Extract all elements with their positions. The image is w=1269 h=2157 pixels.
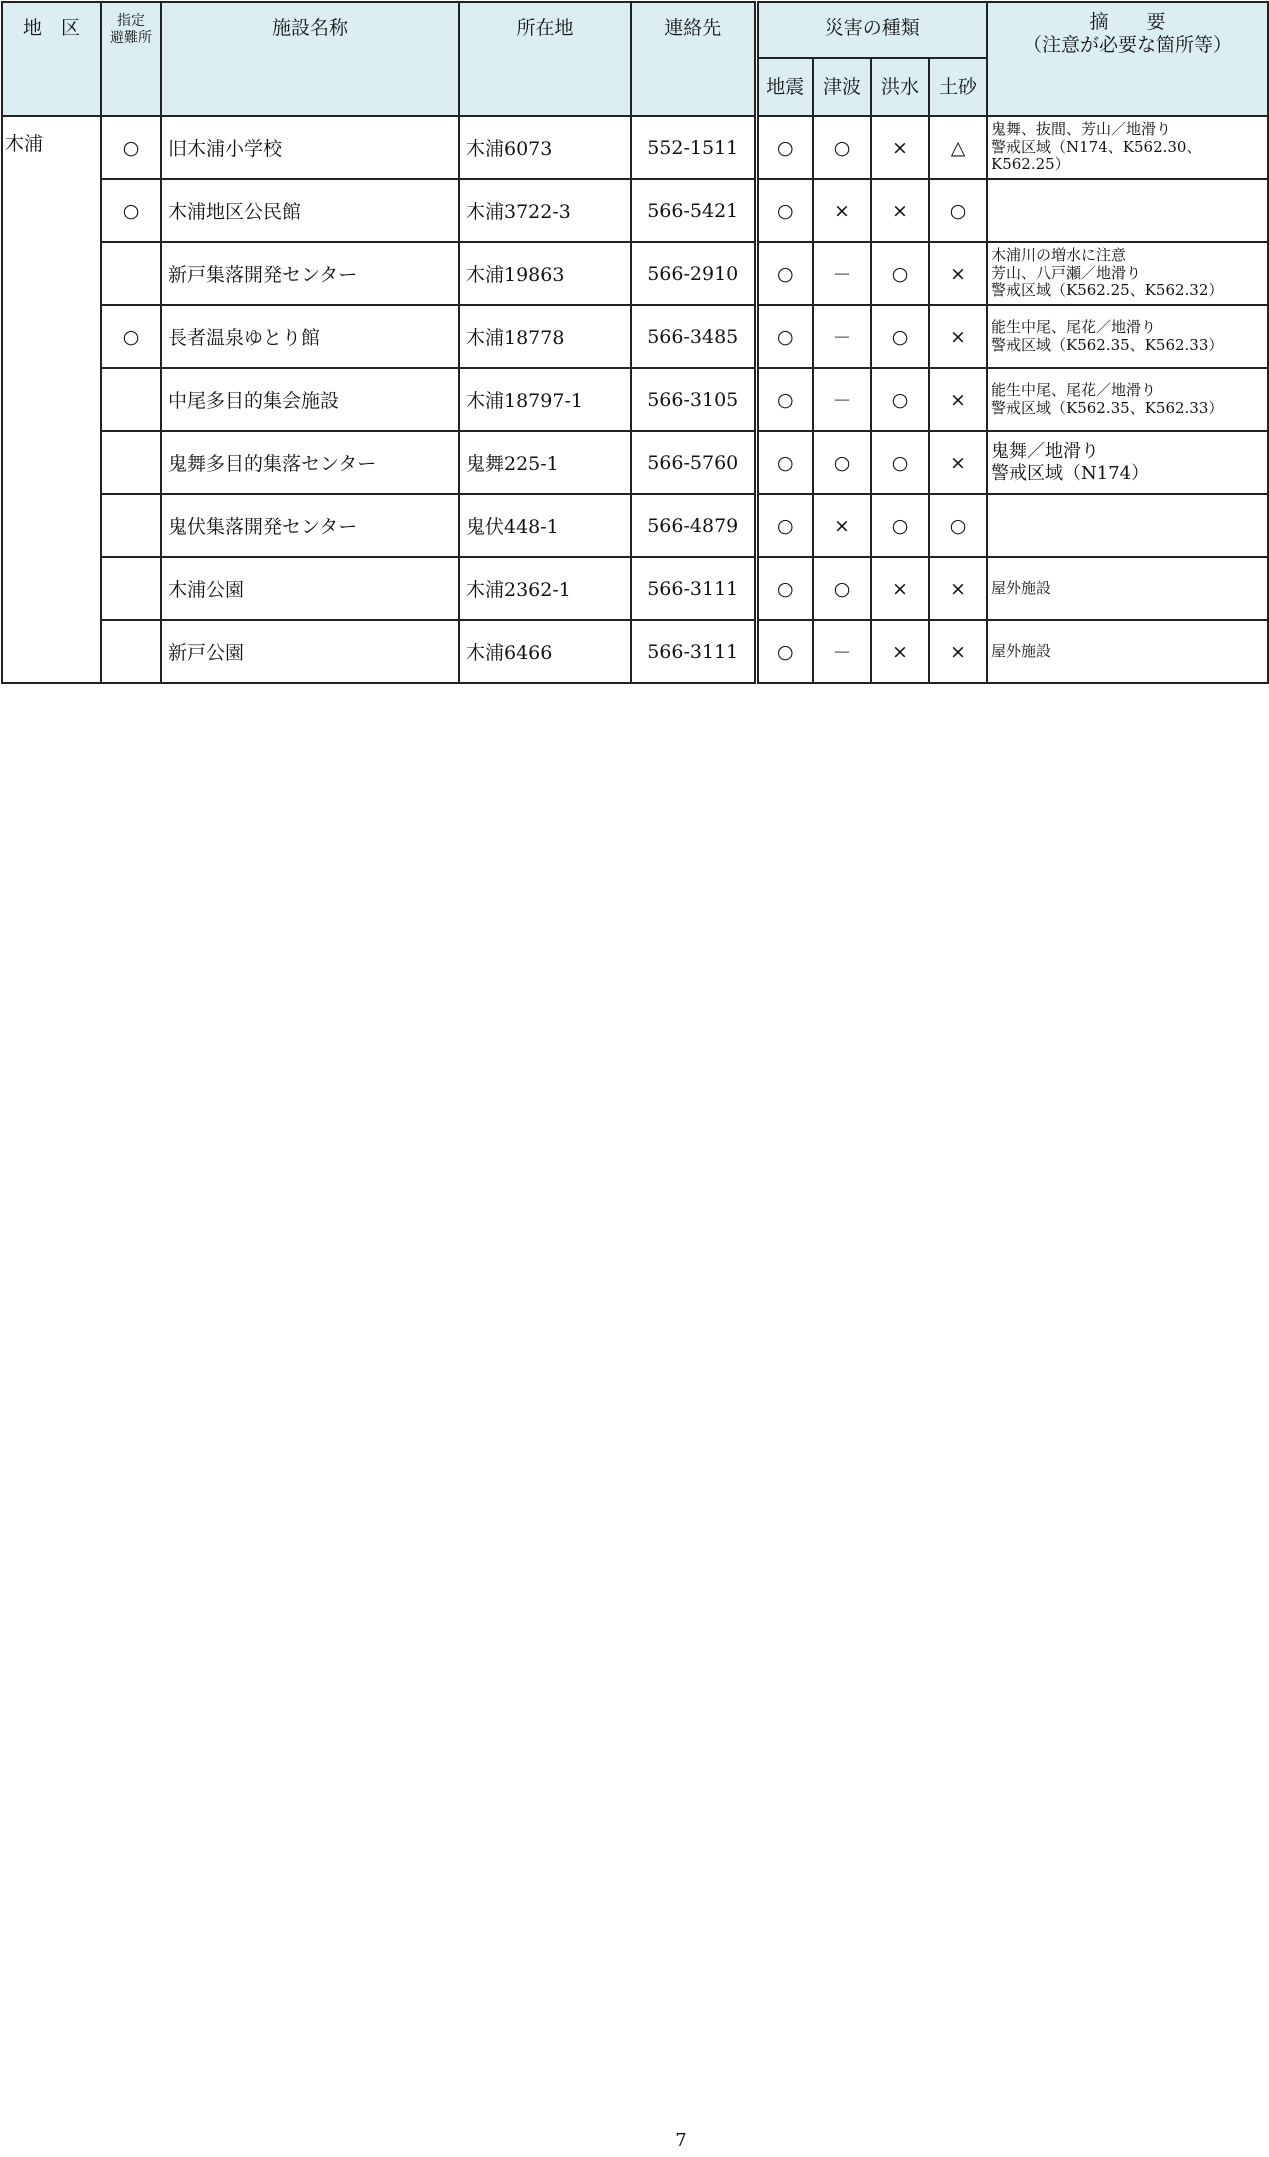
facility-address: 木浦6466: [459, 620, 631, 683]
notes-header-line1: 摘 要: [1089, 11, 1166, 33]
table-row: [2, 179, 1268, 242]
earthquake-mark: ○: [756, 431, 813, 494]
facility-name: 長者温泉ゆとり館: [161, 305, 459, 368]
notes-cell: [987, 179, 1268, 242]
tsunami-mark: ○: [813, 431, 871, 494]
landslide-mark: ×: [929, 557, 987, 620]
note-line: 警戒区域（N174、K562.30、: [991, 137, 1202, 156]
flood-mark: ○: [871, 242, 929, 305]
flood-mark: ×: [871, 179, 929, 242]
facility-phone: 566-5421: [631, 179, 756, 242]
facility-phone: 566-3111: [631, 557, 756, 620]
note-line: 能生中尾、尾花／地滑り: [991, 380, 1157, 399]
landslide-mark: ○: [929, 179, 987, 242]
designated-header-line1: 指定: [117, 13, 145, 29]
notes-cell: [987, 557, 1268, 620]
page-number: 7: [675, 2130, 687, 2151]
table-row: [2, 620, 1268, 683]
notes-cell: [987, 368, 1268, 431]
designated-shelter-mark: [101, 620, 161, 683]
district-header: 地 区: [2, 2, 101, 116]
tsunami-mark: ○: [813, 557, 871, 620]
facility-address: 木浦18797-1: [459, 368, 631, 431]
tsunami-mark: ×: [813, 494, 871, 557]
facility-phone: 566-5760: [631, 431, 756, 494]
district-cell: 木浦: [2, 116, 101, 683]
landslide-header: 土砂: [929, 58, 987, 116]
tsunami-mark: ○: [813, 116, 871, 179]
landslide-mark: ×: [929, 242, 987, 305]
table-row: [2, 557, 1268, 620]
designated-shelter-mark: [101, 557, 161, 620]
earthquake-mark: ○: [756, 368, 813, 431]
notes-cell: [987, 431, 1268, 494]
tsunami-mark: －: [813, 305, 871, 368]
notes-cell: [987, 494, 1268, 557]
notes-cell: [987, 116, 1268, 179]
facility-address: 鬼舞225-1: [459, 431, 631, 494]
facility-name: 鬼舞多目的集落センター: [161, 431, 459, 494]
table-row: [2, 494, 1268, 557]
note-line: 木浦川の増水に注意: [991, 245, 1127, 264]
tsunami-mark: ×: [813, 179, 871, 242]
designated-shelter-mark: [101, 368, 161, 431]
table-row: [2, 242, 1268, 305]
table-row: [2, 305, 1268, 368]
notes-header-line2: （注意が必要な箇所等）: [1023, 33, 1233, 56]
designated-header-line2: 避難所: [110, 29, 152, 46]
landslide-mark: △: [929, 116, 987, 179]
disaster-types-header: 災害の種類: [756, 2, 987, 58]
facility-name: 鬼伏集落開発センター: [161, 494, 459, 557]
note-line: 能生中尾、尾花／地滑り: [991, 317, 1157, 336]
earthquake-mark: ○: [756, 557, 813, 620]
facility-phone: 566-4879: [631, 494, 756, 557]
flood-mark: ○: [871, 494, 929, 557]
designated-shelter-mark: [101, 242, 161, 305]
facility-address: 木浦18778: [459, 305, 631, 368]
contact-header: 連絡先: [631, 2, 756, 116]
facility-phone: 566-3105: [631, 368, 756, 431]
flood-mark: ○: [871, 368, 929, 431]
flood-mark: ×: [871, 116, 929, 179]
header-row: [2, 2, 1268, 58]
flood-header: 洪水: [871, 58, 929, 116]
earthquake-mark: ○: [756, 116, 813, 179]
designated-shelter-header: [101, 2, 161, 116]
earthquake-mark: ○: [756, 494, 813, 557]
landslide-mark: ×: [929, 368, 987, 431]
notes-header: [987, 2, 1268, 116]
landslide-mark: ×: [929, 305, 987, 368]
facility-address: 木浦6073: [459, 116, 631, 179]
note-line: 警戒区域（N174）: [991, 462, 1150, 484]
facility-phone: 566-2910: [631, 242, 756, 305]
tsunami-mark: －: [813, 242, 871, 305]
facility-name: 中尾多目的集会施設: [161, 368, 459, 431]
landslide-mark: ×: [929, 431, 987, 494]
designated-shelter-mark: ○: [101, 179, 161, 242]
note-line: 警戒区域（K562.25、K562.32）: [991, 281, 1224, 300]
table-row: [2, 368, 1268, 431]
address-header: 所在地: [459, 2, 631, 116]
landslide-mark: ○: [929, 494, 987, 557]
flood-mark: ○: [871, 305, 929, 368]
facility-address: 木浦19863: [459, 242, 631, 305]
earthquake-mark: ○: [756, 620, 813, 683]
earthquake-header: 地震: [756, 58, 813, 116]
table-row: [2, 431, 1268, 494]
designated-shelter-mark: ○: [101, 305, 161, 368]
facility-phone: 566-3485: [631, 305, 756, 368]
facility-name: 新戸集落開発センター: [161, 242, 459, 305]
designated-shelter-mark: ○: [101, 116, 161, 179]
note-line: 警戒区域（K562.35、K562.33）: [991, 335, 1224, 354]
flood-mark: ○: [871, 431, 929, 494]
table-body: [2, 116, 1268, 683]
evacuation-facility-table: [1, 1, 1269, 684]
flood-mark: ×: [871, 557, 929, 620]
note-line: 警戒区域（K562.35、K562.33）: [991, 398, 1224, 417]
landslide-mark: ×: [929, 620, 987, 683]
note-line: 屋外施設: [991, 641, 1052, 660]
notes-cell: [987, 242, 1268, 305]
facility-address: 鬼伏448-1: [459, 494, 631, 557]
facility-name: 木浦地区公民館: [161, 179, 459, 242]
facility-name: 新戸公園: [161, 620, 459, 683]
designated-shelter-mark: [101, 494, 161, 557]
notes-cell: [987, 620, 1268, 683]
table-row: [2, 116, 1268, 179]
facility-name: 旧木浦小学校: [161, 116, 459, 179]
flood-mark: ×: [871, 620, 929, 683]
facility-phone: 566-3111: [631, 620, 756, 683]
earthquake-mark: ○: [756, 179, 813, 242]
note-line: 芳山、八戸瀬／地滑り: [991, 263, 1142, 282]
facility-phone: 552-1511: [631, 116, 756, 179]
tsunami-header: 津波: [813, 58, 871, 116]
facility-name: 木浦公園: [161, 557, 459, 620]
facility-address: 木浦2362-1: [459, 557, 631, 620]
note-line: 鬼舞、抜間、芳山／地滑り: [991, 119, 1172, 138]
facility-name-header: 施設名称: [161, 2, 459, 116]
facility-address: 木浦3722-3: [459, 179, 631, 242]
note-line: 屋外施設: [991, 578, 1052, 597]
tsunami-mark: －: [813, 368, 871, 431]
notes-cell: [987, 305, 1268, 368]
designated-shelter-mark: [101, 431, 161, 494]
earthquake-mark: ○: [756, 305, 813, 368]
earthquake-mark: ○: [756, 242, 813, 305]
note-line: K562.25）: [991, 155, 1070, 174]
tsunami-mark: －: [813, 620, 871, 683]
note-line: 鬼舞／地滑り: [991, 441, 1100, 463]
